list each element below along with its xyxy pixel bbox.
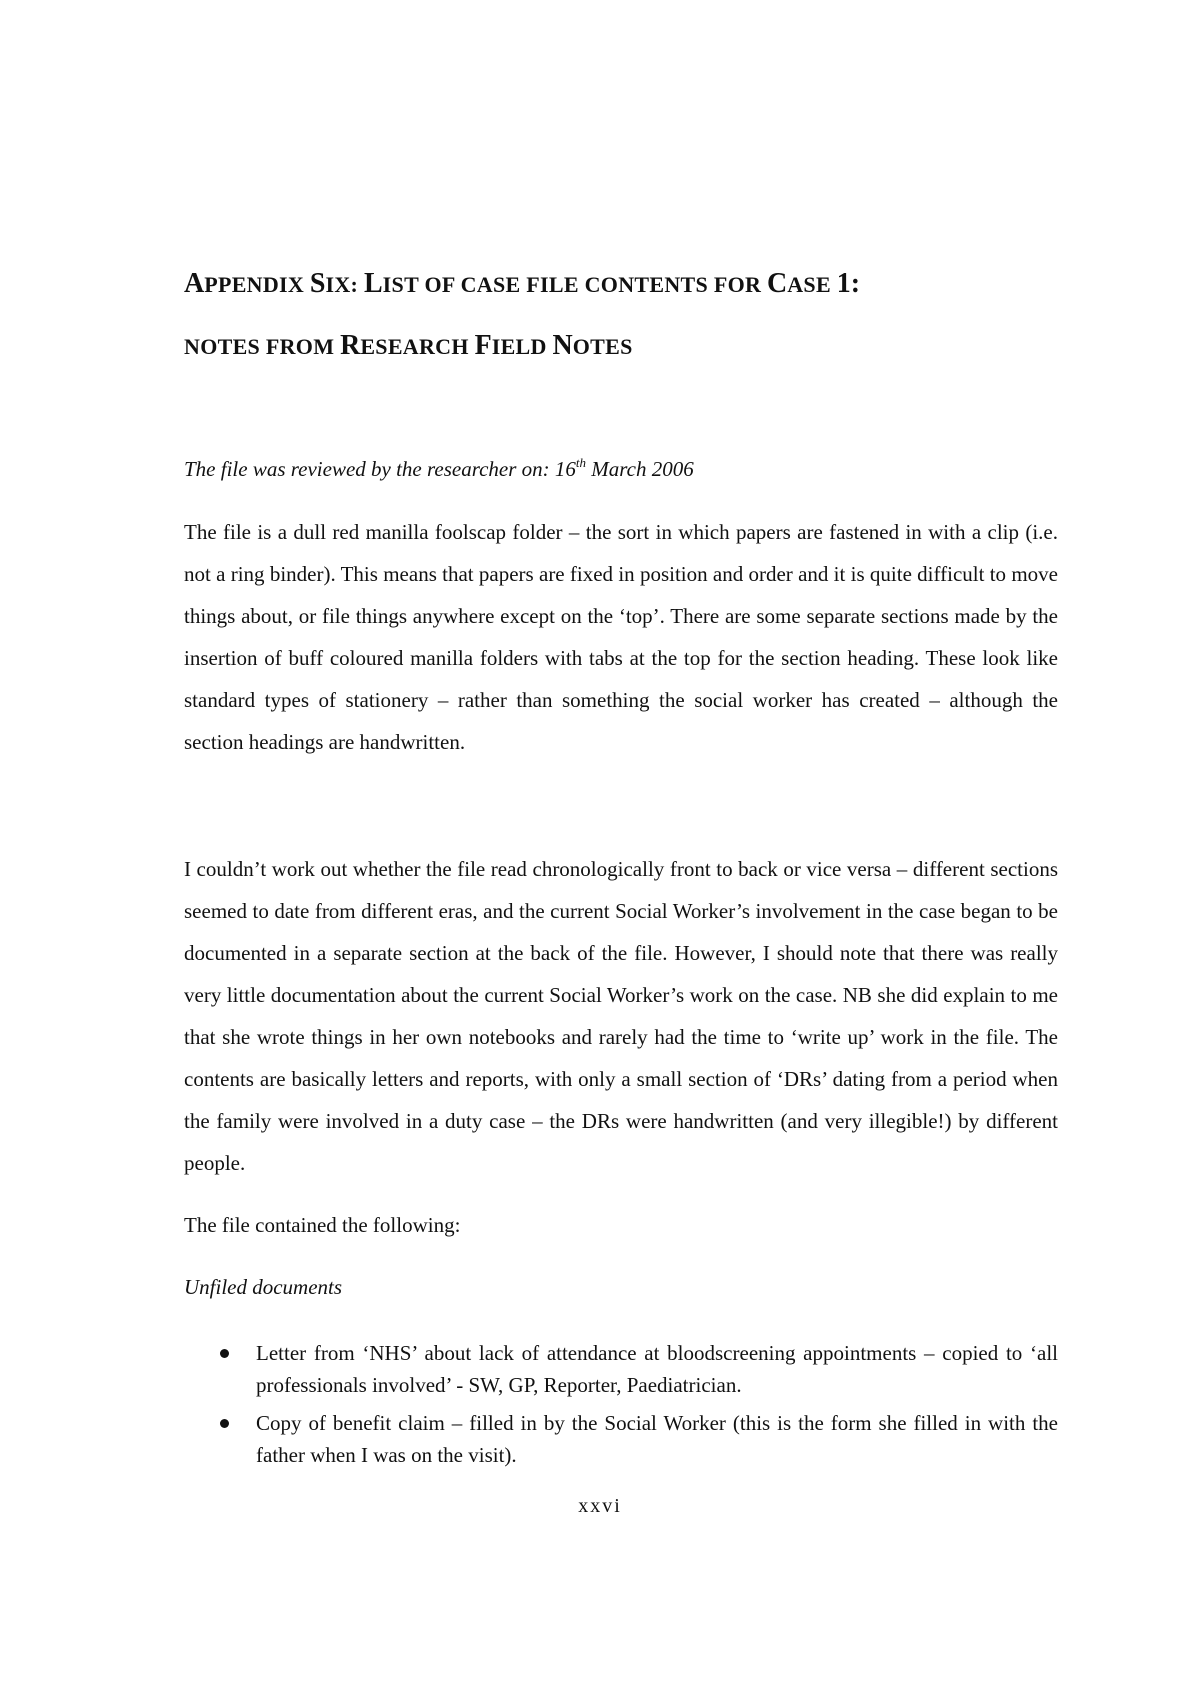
title-text: F [474, 330, 492, 361]
title-text: S [309, 268, 326, 299]
title-text: L [363, 268, 383, 299]
title-text: IST OF CASE FILE CONTENTS FOR [382, 272, 767, 297]
section-heading-unfiled: Unfiled documents [184, 1275, 343, 1299]
page-title [184, 270, 1084, 394]
title-line-1 [184, 270, 1084, 332]
title-text: ASE [787, 272, 837, 297]
title-text: R [340, 330, 361, 361]
paragraph-file-description: The file is a dull red manilla foolscap folder – the sort in which papers are fastened in with a clip (i.e. not a ring binder). This means that papers are fixed in position and order and it is quite difficult to move things about, or file things anywhere except on the ‘top’. There are some separate sections made by the insertion of buff coloured manilla folders with tabs at the top for the section heading. These look like standard types of stationery – rather than something the social worker has created – although the section headings are handwritten. [184, 520, 1058, 754]
title-text: IX: [325, 272, 364, 297]
title-text: OTES [572, 334, 633, 359]
title-line-2 [184, 332, 1084, 394]
review-date-ordinal: th [575, 455, 587, 470]
review-date-prefix: The file was reviewed by the researcher on: 16 [184, 457, 576, 481]
review-date-suffix: March 2006 [586, 457, 694, 481]
title-text: N [552, 330, 573, 361]
list-item [184, 1407, 1058, 1471]
title-text: PPENDIX [204, 272, 310, 297]
unfiled-documents-list [184, 1337, 1058, 1477]
title-text: C [766, 268, 788, 299]
page-number: xxvi [578, 1495, 622, 1517]
bullet-icon [220, 1349, 229, 1358]
list-item [184, 1337, 1058, 1401]
paragraph-contents-intro: The file contained the following: [184, 1213, 461, 1237]
list-item-text: Letter from ‘NHS’ about lack of attendance at bloodscreening appointments – copied to ‘all professionals involved’ - SW, GP, Reporter, Paediatrician. [256, 1341, 1058, 1397]
list-item-text: Copy of benefit claim – filled in by the Social Worker (this is the form she filled in with the father when I was on the visit). [256, 1411, 1058, 1467]
title-text: ESEARCH [360, 334, 475, 359]
title-text: 1: [836, 268, 861, 299]
title-text: IELD [491, 334, 553, 359]
title-text: NOTES FROM [184, 334, 341, 359]
paragraph-file-order: I couldn’t work out whether the file read chronologically front to back or vice versa – different sections seemed to date from different eras, and the current Social Worker’s involvement in the case began to be documented in a separate section at the back of the file. However, I should note that there was really very little documentation about the current Social Worker’s work on the case. NB she did explain to me that she wrote things in her own notebooks and rarely had the time to ‘write up’ work in the file. The contents are basically letters and reports, with only a small section of ‘DRs’ dating from a period when the family were involved in a duty case – the DRs were handwritten (and very illegible!) by different people. [184, 857, 1058, 1175]
bullet-icon [220, 1419, 229, 1428]
title-text: A [184, 268, 205, 299]
review-date-line [184, 455, 694, 482]
